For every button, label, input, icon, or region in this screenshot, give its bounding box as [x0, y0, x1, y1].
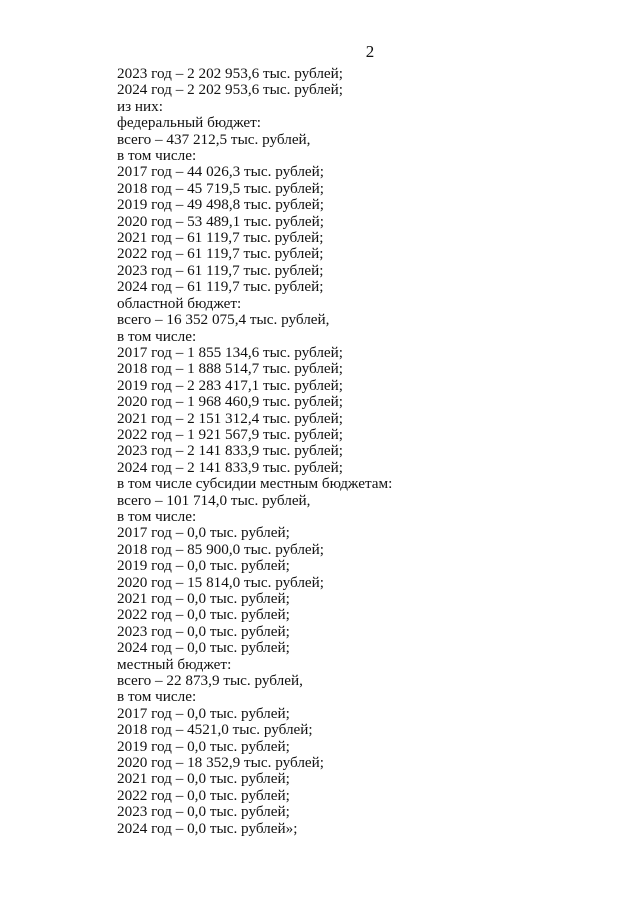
text-line: 2021 год – 61 119,7 тыс. рублей;	[117, 229, 324, 247]
text-line: федеральный бюджет:	[117, 114, 261, 132]
text-line: всего – 437 212,5 тыс. рублей,	[117, 130, 311, 148]
text-line: местный бюджет:	[117, 655, 232, 673]
text-line: 2021 год – 2 151 312,4 тыс. рублей;	[117, 409, 344, 427]
text-line: 2021 год – 0,0 тыс. рублей;	[117, 770, 290, 788]
text-line: 2020 год – 18 352,9 тыс. рублей;	[117, 754, 325, 772]
text-line: 2023 год – 2 202 953,6 тыс. рублей;	[117, 65, 344, 82]
text-line: 2018 год – 4521,0 тыс. рублей;	[117, 721, 313, 739]
text-line: 2024 год – 61 119,7 тыс. рублей;	[117, 278, 324, 296]
text-line: из них:	[117, 97, 163, 115]
text-line: 2022 год – 61 119,7 тыс. рублей;	[117, 245, 324, 263]
text-line: 2017 год – 0,0 тыс. рублей;	[117, 524, 290, 542]
text-line: 2023 год – 2 141 833,9 тыс. рублей;	[117, 442, 344, 460]
text-line: в том числе:	[117, 147, 197, 165]
text-line: 2023 год – 0,0 тыс. рублей;	[117, 622, 290, 640]
text-line: в том числе:	[117, 327, 197, 345]
text-line: 2017 год – 0,0 тыс. рублей;	[117, 704, 290, 722]
text-line: 2022 год – 0,0 тыс. рублей;	[117, 606, 290, 624]
text-line: 2020 год – 15 814,0 тыс. рублей;	[117, 573, 325, 591]
text-line: 2018 год – 45 719,5 тыс. рублей;	[117, 179, 325, 197]
text-line: 2018 год – 1 888 514,7 тыс. рублей;	[117, 360, 344, 378]
text-line: всего – 22 873,9 тыс. рублей,	[117, 672, 303, 690]
text-line: всего – 101 714,0 тыс. рублей,	[117, 491, 311, 509]
page-number: 2	[365, 42, 375, 61]
text-line: 2024 год – 2 141 833,9 тыс. рублей;	[117, 458, 344, 476]
text-line: 2024 год – 0,0 тыс. рублей;	[117, 639, 290, 657]
text-line: 2024 год – 2 202 953,6 тыс. рублей;	[117, 81, 344, 99]
text-line: 2022 год – 1 921 567,9 тыс. рублей;	[117, 425, 344, 443]
text-line: 2018 год – 85 900,0 тыс. рублей;	[117, 540, 325, 558]
text-line: областной бюджет:	[117, 294, 242, 312]
text-line: 2020 год – 1 968 460,9 тыс. рублей;	[117, 393, 344, 411]
text-line: 2023 год – 61 119,7 тыс. рублей;	[117, 261, 324, 279]
text-line: 2019 год – 0,0 тыс. рублей;	[117, 737, 290, 755]
text-line: 2017 год – 1 855 134,6 тыс. рублей;	[117, 343, 344, 361]
text-line: 2021 год – 0,0 тыс. рублей;	[117, 590, 290, 607]
text-line: всего – 16 352 075,4 тыс. рублей,	[117, 311, 330, 329]
text-line: 2022 год – 0,0 тыс. рублей;	[117, 786, 290, 804]
text-line: в том числе:	[117, 507, 197, 525]
text-line: 2020 год – 53 489,1 тыс. рублей;	[117, 212, 325, 230]
text-line: 2017 год – 44 026,3 тыс. рублей;	[117, 163, 325, 181]
text-line: в том числе:	[117, 688, 197, 706]
text-line: 2019 год – 2 283 417,1 тыс. рублей;	[117, 376, 344, 394]
text-line: 2019 год – 0,0 тыс. рублей;	[117, 557, 290, 575]
text-line: 2023 год – 0,0 тыс. рублей;	[117, 803, 290, 821]
text-line: 2024 год – 0,0 тыс. рублей»;	[117, 819, 298, 837]
text-line: в том числе субсидии местным бюджетам:	[117, 475, 393, 493]
document-body	[117, 66, 577, 837]
text-line: 2019 год – 49 498,8 тыс. рублей;	[117, 196, 325, 214]
